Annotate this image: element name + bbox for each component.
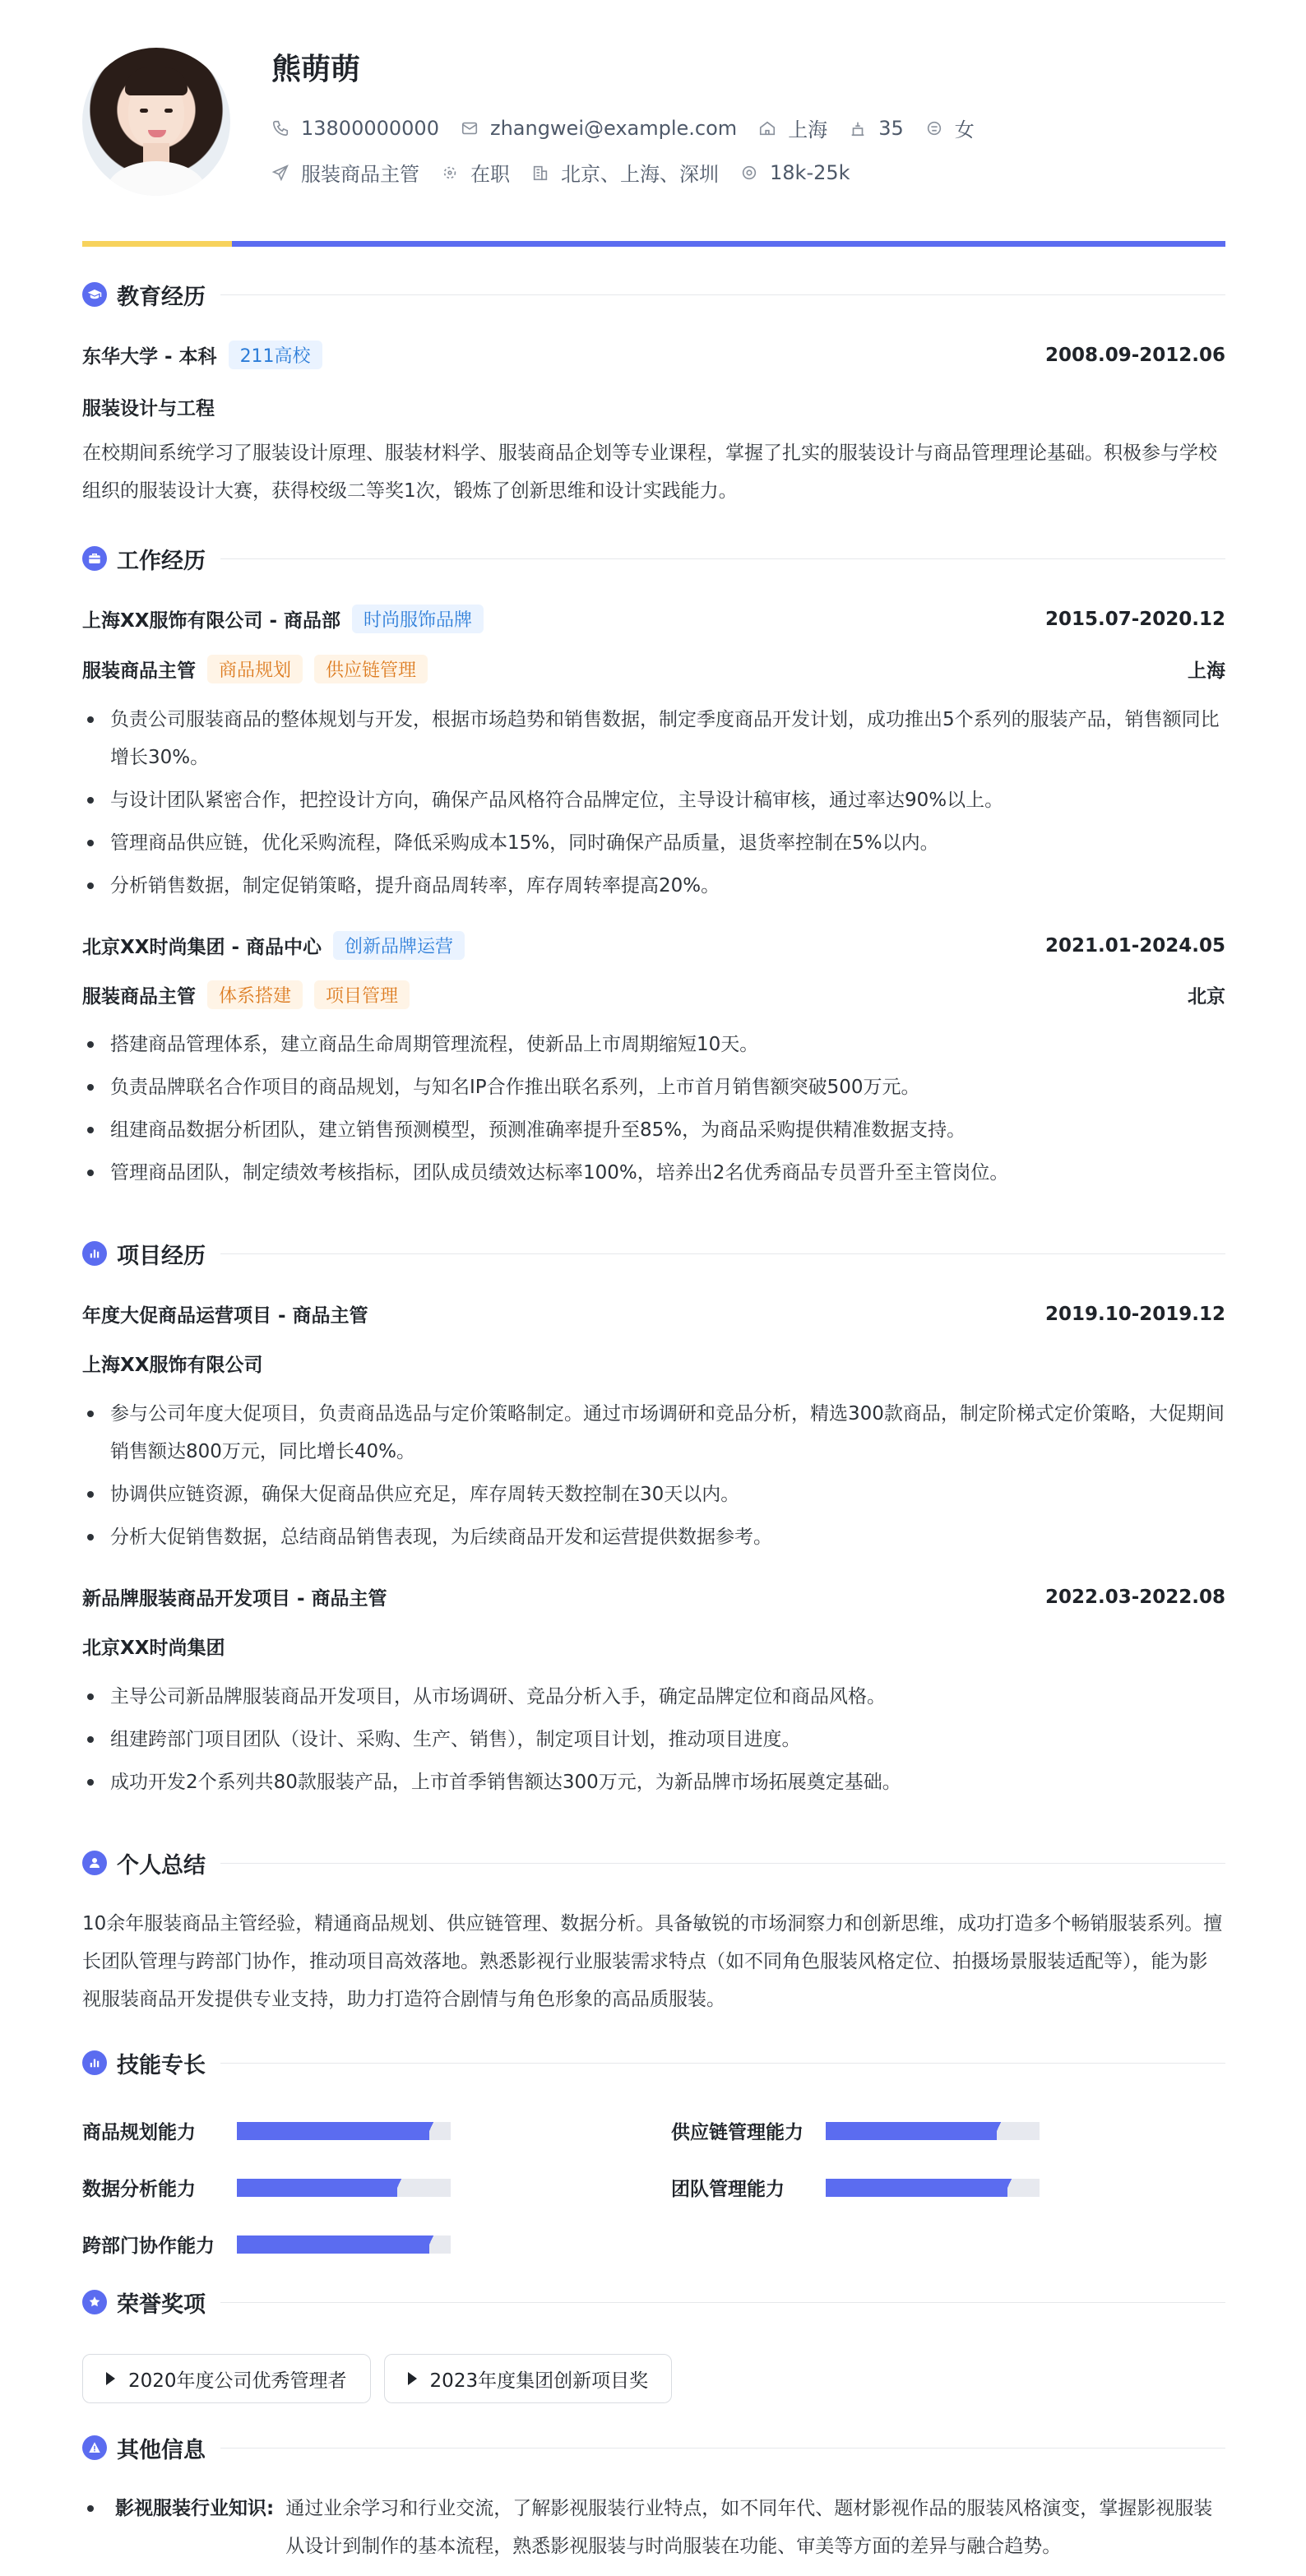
status-value: 在职 <box>470 163 510 186</box>
list-item: 主导公司新品牌服装商品开发项目，从市场调研、竞品分析入手，确定品牌定位和商品风格。 <box>82 1678 1225 1716</box>
honors-list <box>82 2354 685 2403</box>
project-company: 北京XX时尚集团 <box>82 1638 225 1659</box>
section-title: 其他信息 <box>117 2437 206 2463</box>
project-title: 新品牌服装商品开发项目 - 商品主管 <box>82 1588 387 1610</box>
list-item: 分析销售数据，制定促销策略，提升商品周转率，库存周转率提高20%。 <box>82 867 1225 905</box>
skill-bar-fill <box>237 2122 429 2140</box>
skill-item <box>671 2117 1040 2144</box>
work-date: 2021.01-2024.05 <box>1044 934 1225 957</box>
work-bullets <box>82 1026 1225 1197</box>
company-tag: 创新品牌运营 <box>333 931 465 960</box>
section-divider <box>220 294 1225 295</box>
skill-tag: 供应链管理 <box>314 655 428 683</box>
award-icon <box>82 2290 107 2314</box>
age-value: 35 <box>878 116 904 140</box>
education-date: 2008.09-2012.06 <box>1044 344 1225 366</box>
skill-name: 数据分析能力 <box>82 2179 196 2200</box>
section-title: 个人总结 <box>117 1852 206 1879</box>
skill-bar-fill <box>826 2179 1007 2197</box>
skill-bar-track <box>826 2179 1040 2197</box>
city-value: 上海 <box>788 118 828 141</box>
section-summary <box>82 1846 1225 1879</box>
skill-bar-track <box>237 2179 451 2197</box>
header-divider <box>82 241 1225 247</box>
skill-bar-fill <box>237 2179 397 2197</box>
project-date: 2022.03-2022.08 <box>1044 1586 1225 1608</box>
position-item <box>271 158 419 187</box>
send-icon <box>271 164 289 182</box>
skill-bar-fill <box>237 2235 429 2254</box>
list-item: 组建商品数据分析团队，建立销售预测模型，预测准确率提升至85%，为商品采购提供精准数据支持。 <box>82 1111 1225 1149</box>
honor-label: 2020年度公司优秀管理者 <box>128 2370 347 2392</box>
avatar-eye <box>140 109 148 113</box>
education-description: 在校期间系统学习了服装设计原理、服装材料学、服装商品企划等专业课程，掌握了扎实的服装设计与商品管理理论基础。积极参与学校组织的服装设计大赛，获得校级二等奖1次，锻炼了创新思维和设计实践能力。 <box>82 442 1217 502</box>
list-item: 负责品牌联名合作项目的商品规划，与知名IP合作推出联名系列，上市首月销售额突破500万元。 <box>82 1068 1225 1106</box>
email-item <box>461 117 737 140</box>
avatar <box>82 48 230 196</box>
divider-accent-blue <box>232 241 1225 247</box>
home-icon <box>758 119 776 137</box>
age-icon <box>849 119 867 137</box>
skill-item <box>82 2231 451 2258</box>
section-divider <box>220 1863 1225 1864</box>
target-cities-item <box>531 158 719 187</box>
work-entry-header <box>82 931 1225 960</box>
skill-name: 商品规划能力 <box>82 2122 196 2143</box>
project-header <box>82 1300 1225 1327</box>
list-item: 成功开发2个系列共80款服装产品，上市首季销售额达300万元，为新品牌市场拓展奠定基础。 <box>82 1763 1225 1801</box>
work-location: 上海 <box>1188 660 1225 682</box>
section-divider <box>220 2063 1225 2064</box>
divider-accent-yellow <box>82 241 232 247</box>
section-skills <box>82 2046 1225 2079</box>
avatar-shirt <box>107 161 206 196</box>
skill-bar-track <box>237 2122 451 2140</box>
candidate-name: 熊萌萌 <box>271 53 361 86</box>
skill-name: 供应链管理能力 <box>671 2122 804 2143</box>
salary-value: 18k-25k <box>770 160 850 184</box>
section-title: 工作经历 <box>117 548 206 574</box>
bullet-dot <box>87 2505 94 2512</box>
email-value: zhangwei@example.com <box>489 116 738 140</box>
school-name: 东华大学 - 本科 <box>82 346 217 368</box>
phone-icon <box>271 119 289 137</box>
skill-bar-fill <box>826 2122 997 2140</box>
project-bullets <box>82 1395 1225 1561</box>
phone-item <box>271 117 439 140</box>
skill-item <box>82 2174 451 2201</box>
company-name: 上海XX服饰有限公司 - 商品部 <box>82 610 341 632</box>
project-bullets <box>82 1678 1225 1806</box>
project-date: 2019.10-2019.12 <box>1044 1303 1225 1325</box>
list-item: 管理商品团队，制定绩效考核指标，团队成员绩效达标率100%，培养出2名优秀商品专员晋升至主管岗位。 <box>82 1154 1225 1192</box>
status-icon <box>441 164 459 182</box>
play-triangle-icon <box>106 2372 115 2385</box>
section-title: 技能专长 <box>117 2052 206 2078</box>
bar-chart-icon <box>82 1241 107 1266</box>
role-title: 服装商品主管 <box>82 986 196 1008</box>
bar-chart-icon <box>82 2050 107 2075</box>
section-honors <box>82 2286 1225 2319</box>
contact-row <box>271 114 996 142</box>
coin-icon <box>740 164 758 182</box>
work-role-row <box>82 980 1225 1009</box>
list-item: 参与公司年度大促项目，负责商品选品与定价策略制定。通过市场调研和竞品分析，精选300款商品，制定阶梯式定价策略，大促期间销售额达800万元，同比增长40%。 <box>82 1395 1225 1471</box>
gender-value: 女 <box>954 118 975 141</box>
list-item: 与设计团队紧密合作，把控设计方向，确保产品风格符合品牌定位，主导设计稿审核，通过率达90%以上。 <box>82 781 1225 819</box>
project-company-row <box>82 1350 1225 1377</box>
info-icon <box>82 2435 107 2460</box>
section-divider <box>220 2302 1225 2303</box>
project-company: 上海XX服饰有限公司 <box>82 1355 263 1376</box>
work-location: 北京 <box>1188 986 1225 1008</box>
school-tag: 211高校 <box>229 341 322 369</box>
phone-value: 13800000000 <box>301 116 439 140</box>
skill-name: 跨部门协作能力 <box>82 2235 215 2257</box>
section-education <box>82 278 1225 311</box>
list-item: 负责公司服装商品的整体规划与开发，根据市场趋势和销售数据，制定季度商品开发计划，成功推出5个系列的服装产品，销售额同比增长30%。 <box>82 701 1225 776</box>
section-divider <box>220 1253 1225 1254</box>
work-date: 2015.07-2020.12 <box>1044 608 1225 630</box>
major-name: 服装设计与工程 <box>82 398 215 419</box>
graduation-cap-icon <box>82 282 107 307</box>
project-title: 年度大促商品运营项目 - 商品主管 <box>82 1305 368 1327</box>
user-icon <box>82 1851 107 1875</box>
work-entry-header <box>82 605 1225 633</box>
honor-item <box>82 2354 371 2403</box>
skill-item <box>82 2117 451 2144</box>
city-item <box>758 114 827 142</box>
job-intent-row <box>271 158 872 187</box>
list-item: 协调供应链资源，确保大促商品供应充足，库存周转天数控制在30天以内。 <box>82 1476 1225 1513</box>
avatar-hair <box>125 67 188 95</box>
section-divider <box>220 2448 1225 2449</box>
list-item: 组建跨部门项目团队（设计、采购、生产、销售），制定项目计划，推动项目进度。 <box>82 1721 1225 1758</box>
honor-label: 2023年度集团创新项目奖 <box>429 2370 649 2392</box>
skill-tag: 体系搭建 <box>207 980 303 1009</box>
skill-bar-track <box>826 2122 1040 2140</box>
role-title: 服装商品主管 <box>82 660 196 682</box>
gender-item <box>925 114 975 142</box>
company-tag: 时尚服饰品牌 <box>352 605 484 633</box>
section-other <box>82 2431 1225 2464</box>
other-info-key: 影视服装行业知识: <box>115 2498 275 2519</box>
section-title: 教育经历 <box>117 284 206 310</box>
other-info-item <box>82 2490 1225 2565</box>
list-item: 管理商品供应链，优化采购流程，降低采购成本15%，同时确保产品质量，退货率控制在5%以内。 <box>82 824 1225 862</box>
other-info-value: 通过业余学习和行业交流，了解影视服装行业特点，如不同年代、题材影视作品的服装风格演变，掌握影视服装从设计到制作的基本流程，熟悉影视服装与时尚服装在功能、审美等方面的差异与融合趋势。 <box>285 2498 1213 2557</box>
avatar-eye <box>164 109 173 113</box>
skill-bar-track <box>237 2235 451 2254</box>
work-bullets <box>82 701 1225 910</box>
summary-text: 10余年服装商品主管经验，精通商品规划、供应链管理、数据分析。具备敏锐的市场洞察力和创新思维，成功打造多个畅销服装系列。擅长团队管理与跨部门协作，推动项目高效落地。熟悉影视行业服装需求特点（如不同角色服装风格定位、拍摄场景服装适配等），能为影视服装商品开发提供专业支持，助力打造符合剧情与角色形象的高品质服装。 <box>82 1913 1223 2010</box>
section-work <box>82 542 1225 575</box>
salary-item <box>740 161 850 184</box>
mail-icon <box>461 119 479 137</box>
section-projects <box>82 1237 1225 1270</box>
section-title: 荣誉奖项 <box>117 2291 206 2318</box>
company-name: 北京XX时尚集团 - 商品中心 <box>82 937 322 958</box>
project-company-row <box>82 1633 1225 1660</box>
target-cities-value: 北京、上海、深圳 <box>561 163 719 186</box>
education-header <box>82 341 1225 369</box>
building-icon <box>531 164 549 182</box>
honor-item <box>384 2354 673 2403</box>
age-item <box>849 117 904 140</box>
list-item: 分析大促销售数据，总结商品销售表现，为后续商品开发和运营提供数据参考。 <box>82 1518 1225 1556</box>
status-item <box>441 158 510 187</box>
list-item: 搭建商品管理体系，建立商品生命周期管理流程，使新品上市周期缩短10天。 <box>82 1026 1225 1063</box>
skill-item <box>671 2174 1040 2201</box>
work-role-row <box>82 655 1225 683</box>
section-divider <box>220 558 1225 559</box>
gender-icon <box>925 119 943 137</box>
major-row <box>82 393 1225 420</box>
section-title: 项目经历 <box>117 1243 206 1269</box>
position-value: 服装商品主管 <box>301 163 419 186</box>
skill-tag: 商品规划 <box>207 655 303 683</box>
skill-name: 团队管理能力 <box>671 2179 785 2200</box>
project-header <box>82 1583 1225 1610</box>
briefcase-icon <box>82 546 107 571</box>
play-triangle-icon <box>408 2372 417 2385</box>
skill-tag: 项目管理 <box>314 980 410 1009</box>
